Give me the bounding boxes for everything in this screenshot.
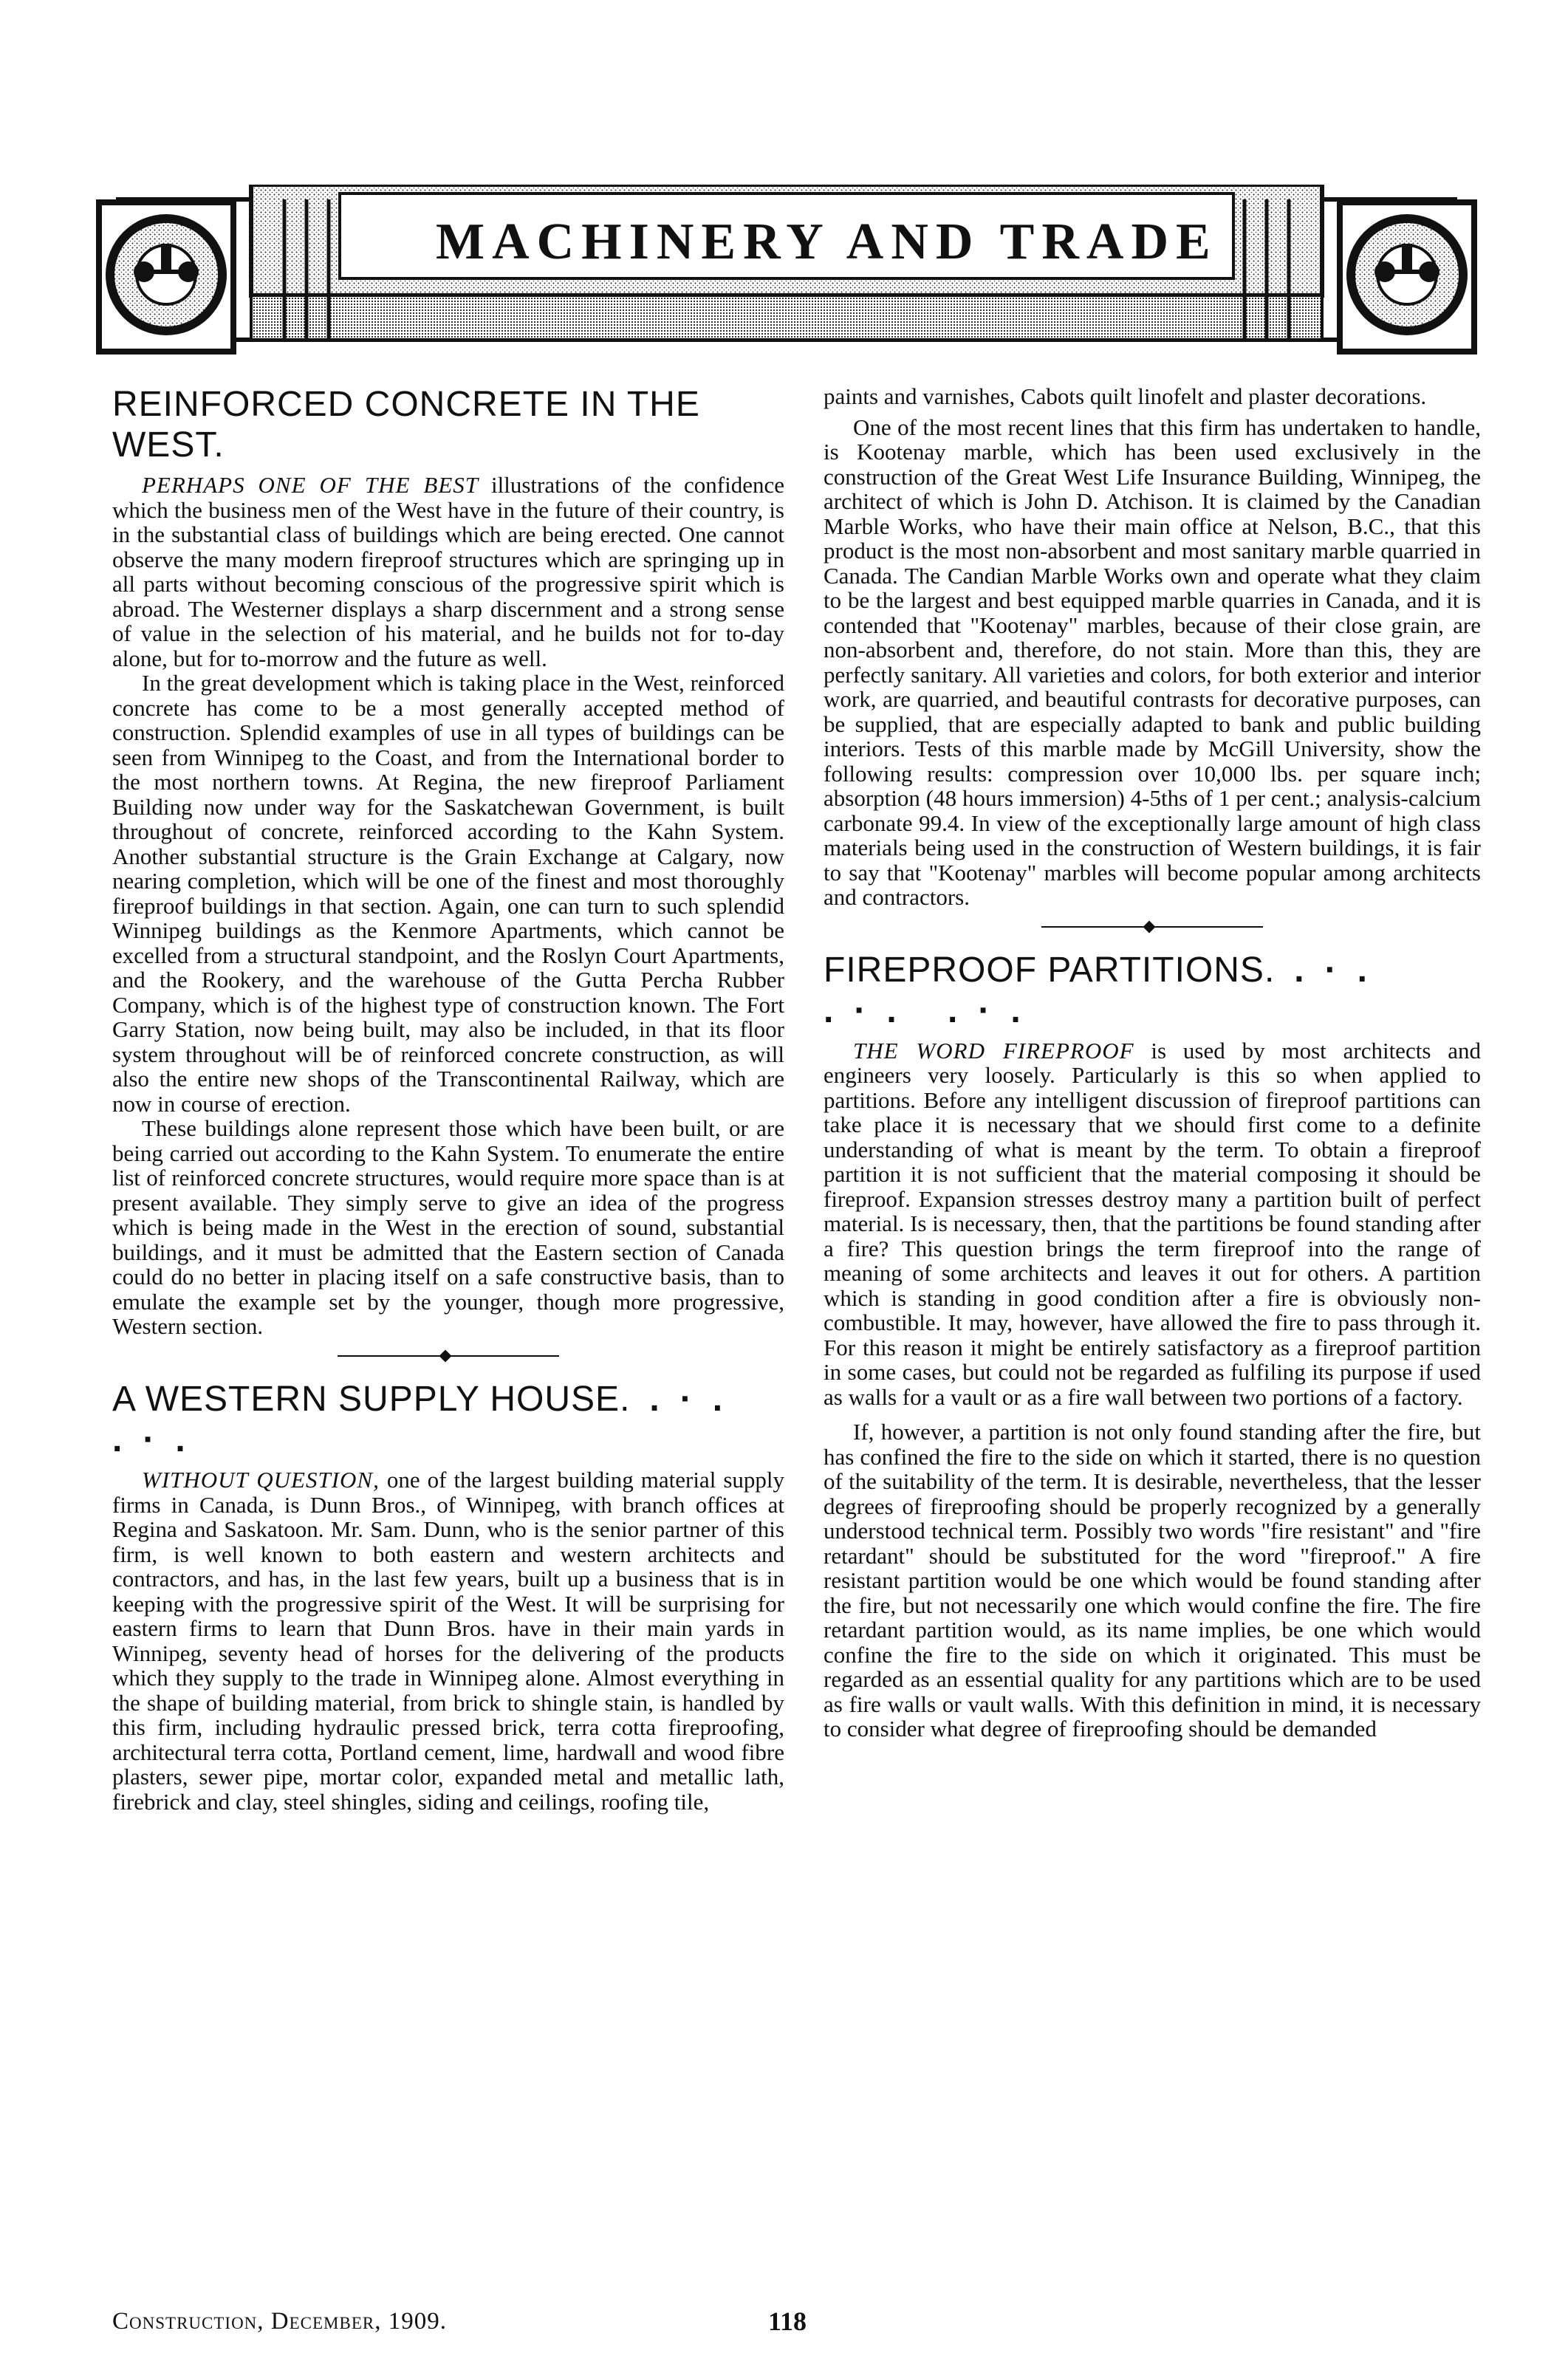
supply-lead: WITHOUT QUESTION, xyxy=(142,1467,380,1493)
heading-reinforced-concrete: REINFORCED CONCRETE IN THE WEST. xyxy=(112,385,700,465)
partitions-heading-dots: .·. .·. .·. xyxy=(824,950,1388,1030)
concrete-paragraph-1 xyxy=(112,473,784,671)
footer-publication: Construction, December, 1909. xyxy=(112,2308,447,2335)
divider-rule-2 xyxy=(1041,920,1263,934)
partitions-heading-text: FIREPROOF PARTITIONS. xyxy=(824,950,1276,990)
page-number: 118 xyxy=(768,2307,807,2336)
right-column xyxy=(824,384,1481,1742)
supply-paragraph-1-continued: paints and varnishes, Cabots quilt linofelt and plaster decorations. xyxy=(824,383,1427,409)
concrete-lead: PERHAPS ONE OF THE BEST xyxy=(142,472,479,499)
left-column xyxy=(112,384,784,1814)
heading-western-supply xyxy=(112,1379,784,1460)
concrete-paragraph-2: In the great development which is taking place in the West, reinforced concrete has come to be a most generally accepted method of construction. Splendid examples of use in all types of buildings can be seen from Winnipeg to the Coast, and from the International border to the most northern towns. At Regina, the new fireproof Parliament Building now under way for the Saskatchewan Government, is built throughout of concrete, reinforced according to the Kahn System. Another substantial structure is the Grain Exchange at Calgary, now nearing completion, which will be one of the finest and most thoroughly fireproof buildings in that section. Again, one can turn to such splendid Winnipeg buildings as the Kenmore Apartments, which cannot be excelled from a structural standpoint, and the Roslyn Court Apartments, and the Rookery, and the warehouse of the Gutta Percha Rubber Company, which is of the highest type of construction known. The Fort Garry Station, now being built, may also be included, in that its floor system throughout will be of reinforced concrete construction, as will also the entire new shops of the Transcontinental Railway, which are now in course of erection. xyxy=(112,670,784,1117)
concrete-p1-text: illustrations of the confidence which the business men of the West have in the future of their country, is in the substantial class of buildings which are being erected. One cannot observe the many modern fireproof structures which are springing up in all parts without becoming conscious of the progressive spirit which is abroad. The Westerner displays a sharp discernment and a strong sense of value in the selection of his material, and he builds not for to-day alone, but for to-morrow and the future as well. xyxy=(112,472,784,671)
supply-heading-dots: .·. .·. xyxy=(112,1379,744,1460)
gear-emblem-left xyxy=(96,199,236,355)
divider-rule xyxy=(338,1349,559,1363)
heading-fireproof-partitions xyxy=(824,950,1481,1031)
partitions-paragraph-2: If, however, a partition is not only found standing after the fire, but has confined the fire to the side on which it started, there is no question of the suitability of the term. It is desirable, nevertheless, that the lesser degrees of fireproofing should be properly recognized by a generally understood technical term. Possibly two words "fire resistant" and "fire retardant" should be substituted for the word "fireproof." A fire resistant partition would be one which would be found standing after the fire, but not necessarily one which would confine the fire. The fire retardant partition would, as its name implies, be one which would confine the fire to the side on which it originated. This must be regarded as an essential quality for any partitions which are to be used as fire walls or vault walls. With this definition in mind, it is necessary to consider what degree of fireproofing should be demanded xyxy=(824,1419,1481,1742)
banner-title: MACHINERY AND TRADE xyxy=(436,213,1218,270)
concrete-paragraph-3: These buildings alone represent those which have been built, or are being carried out according to the Kahn System. To enumerate the entire list of reinforced concrete structures, would require more space than is at present available. They simply serve to give an idea of the progress which is being made in the West in the erection of sound, substantial buildings, and it must be admitted that the Eastern section of Canada could do no better in placing itself on a safe constructive basis, than to emulate the example set by the younger, though more progressive, Western section. xyxy=(112,1115,784,1340)
partitions-lead: THE WORD FIREPROOF xyxy=(853,1037,1134,1064)
supply-paragraph-1 xyxy=(112,1468,784,1814)
section-banner xyxy=(96,185,1477,377)
gear-emblem-right xyxy=(1337,199,1477,355)
partitions-paragraph-1 xyxy=(824,1038,1481,1410)
supply-p1-text: one of the largest building material supply firms in Canada, is Dunn Bros., of Winnipeg, with branch offices at Regina and Saskatoon. Mr. Sam. Dunn, who is the senior partner of this firm, is well known to both eastern and western architects and contractors, and has, in the last few years, built up a business that is in keeping with the progressive spirit of the West. It will be surprising for eastern firms to learn that Dunn Bros. have in their main yards in Winnipeg, seventy head of horses for the delivering of the products which they supply to the trade in Winnipeg alone. Almost everything in the shape of building material, from brick to shingle stain, is handled by this firm, including hydraulic pressed brick, terra cotta fireproofing, architectural terra cotta, Portland cement, lime, hardwall and wood fibre plasters, sewer pipe, mortar color, expanded metal and metallic lath, firebrick and clay, steel shingles, siding and ceilings, roofing tile, xyxy=(112,1467,784,1815)
supply-heading-text: A WESTERN SUPPLY HOUSE. xyxy=(112,1379,631,1419)
partitions-p1-text: is used by most architects and engineers very loosely. Particularly is this so when applied to partitions. Before any intelligent discussion of fireproof partitions can take place it is necessary that we should first come to a definite understanding of what is meant by the term. To obtain a fireproof partition it is not sufficient that the material composing it should be fireproof. Expansion stresses destroy many a partition built of perfect material. Is is necessary, then, that the partitions be found standing after a fire? This question brings the term fireproof into the range of meaning of some architects and leaves it out for others. A partition which is standing in good condition after a fire is obviously non-combustible. It may, however, have allowed the fire to pass through it. For this reason it might be entirely satisfactory as a fireproof partition in some cases, but could not be regarded as fulfiling its purpose if used as walls for a vault or as a fire wall between two portions of a factory. xyxy=(824,1037,1481,1410)
supply-paragraph-2: One of the most recent lines that this firm has undertaken to handle, is Kootenay marble, which has been used exclusively in the construction of the Great West Life Insurance Building, Winnipeg, the architect of which is John D. Atchison. It is claimed by the Canadian Marble Works, who have their main office at Nelson, B.C., that this product is the most non-absorbent and most sanitary marble quarried in Canada. The Candian Marble Works own and operate what they claim to be the largest and best equipped marble quarries in Canada, and it is contended that "Kootenay" marbles, because of their close grain, are non-absorbent and, therefore, do not stain. More than this, they are perfectly sanitary. All varieties and colors, for both exterior and interior work, are quarried, and beautiful contrasts for decorative purposes, can be supplied, that are especially adapted to bank and public building interiors. Tests of this marble made by McGill University, show the following results: compression over 10,000 lbs. per square inch; absorption (48 hours immersion) 4-5ths of 1 per cent.; analysis-calcium carbonate 99.4. In view of the exceptionally large amount of high class materials being used in the construction of Western buildings, it is fair to say that "Kootenay" marbles will become popular among architects and contractors. xyxy=(824,414,1481,910)
